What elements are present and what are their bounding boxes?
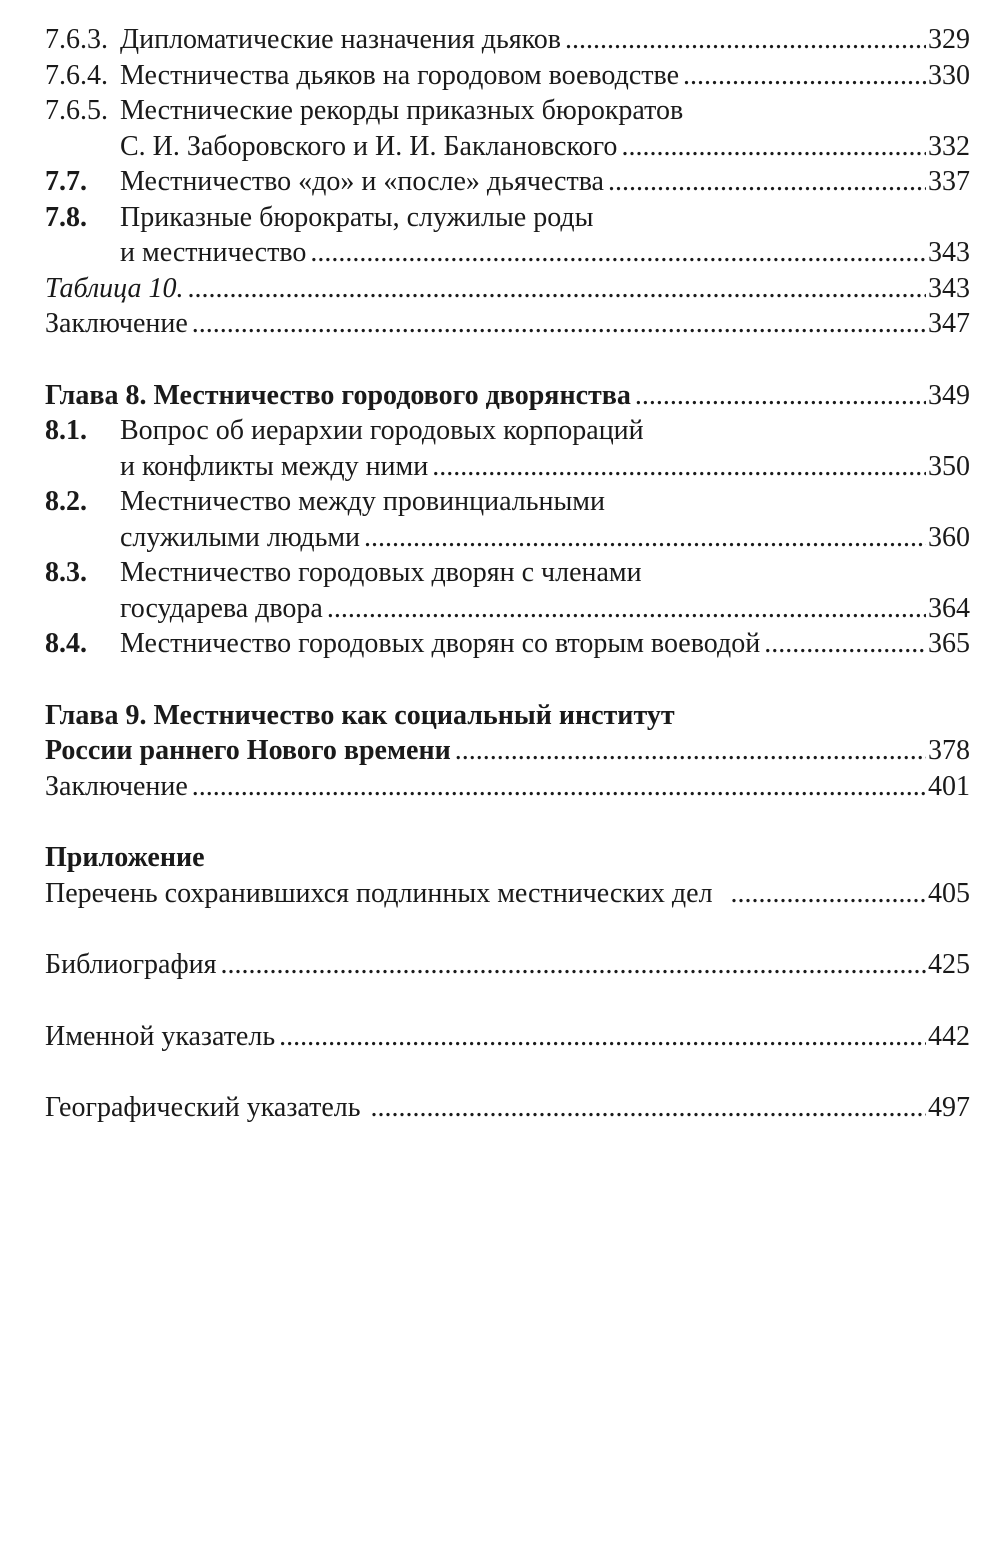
toc-entry-title: Приказные бюрократы, служилые роды bbox=[120, 201, 594, 233]
toc-page-number: 343 bbox=[928, 272, 970, 304]
toc-page-number: 329 bbox=[928, 24, 970, 55]
toc-page-number: 332 bbox=[928, 130, 970, 162]
toc-entry-title: Заключение bbox=[45, 308, 188, 339]
toc-chapter-title: Глава 9. Местничество как социальный институт bbox=[45, 699, 675, 731]
toc-page-number: 378 bbox=[928, 735, 970, 766]
toc-chapter-9-cont bbox=[45, 733, 970, 769]
dot-leader bbox=[310, 235, 926, 271]
toc-page-number: 425 bbox=[928, 949, 970, 980]
toc-entry-table-10 bbox=[45, 271, 970, 307]
toc-entry-title-cont: и конфликты между ними bbox=[120, 450, 429, 482]
toc-page-number: 343 bbox=[928, 237, 970, 268]
toc-entry-7-6-3 bbox=[45, 22, 970, 58]
toc-entry-8-1-cont bbox=[45, 449, 970, 485]
dot-leader bbox=[683, 58, 926, 94]
toc-entry-title: Таблица 10. bbox=[45, 272, 184, 304]
toc-entry-title-cont: служилыми людьми bbox=[120, 521, 361, 553]
toc-entry-title: Местничество между провинциальными bbox=[120, 486, 605, 517]
toc-page-number: 347 bbox=[928, 308, 970, 339]
toc-page-number: 401 bbox=[928, 770, 970, 802]
toc-entry-number: 8.3. bbox=[45, 557, 87, 588]
toc-page-number: 442 bbox=[928, 1020, 970, 1052]
toc-entry-7-6-5 bbox=[45, 93, 970, 129]
toc-entry-8-3 bbox=[45, 555, 970, 591]
toc-entry-title: Местничество городовых дворян со вторым воеводой bbox=[120, 628, 761, 659]
toc-entry-7-6-5-cont bbox=[45, 129, 970, 165]
toc-entry-title: Местничество городовых дворян с членами bbox=[120, 557, 642, 588]
dot-leader bbox=[279, 1019, 926, 1055]
dot-leader bbox=[635, 378, 926, 414]
toc-entry-geo-index bbox=[45, 1090, 970, 1126]
toc-entry-7-6-4 bbox=[45, 58, 970, 94]
dot-leader bbox=[364, 520, 926, 556]
toc-page-number: 360 bbox=[928, 521, 970, 553]
toc-entry-title: Заключение bbox=[45, 770, 188, 802]
toc-page-number: 350 bbox=[928, 450, 970, 482]
toc-section-heading: Приложение bbox=[45, 842, 205, 873]
dot-leader bbox=[371, 1090, 926, 1126]
toc-entry-7-7 bbox=[45, 164, 970, 200]
dot-leader bbox=[731, 876, 926, 912]
toc-page-number: 330 bbox=[928, 59, 970, 91]
toc-entry-number: 7.6.3. bbox=[45, 24, 108, 55]
toc-entry-title-cont: С. И. Заборовского и И. И. Баклановского bbox=[120, 130, 618, 162]
dot-leader bbox=[565, 22, 926, 58]
toc-entry-8-1 bbox=[45, 413, 970, 449]
toc-entry-number: 7.8. bbox=[45, 201, 87, 233]
toc-entry-title-cont: государева двора bbox=[120, 592, 323, 624]
toc-entry-number: 7.7. bbox=[45, 166, 87, 197]
toc-entry-title: Библиография bbox=[45, 949, 217, 980]
dot-leader bbox=[188, 271, 927, 307]
toc-entry-title: Вопрос об иерархии городовых корпораций bbox=[120, 415, 644, 446]
toc-entry-title: Перечень сохранившихся подлинных местнических дел bbox=[45, 877, 713, 909]
toc-entry-title: Местнические рекорды приказных бюрократов bbox=[120, 95, 684, 126]
toc-page-number: 497 bbox=[928, 1092, 970, 1123]
toc-entry-number: 8.4. bbox=[45, 628, 87, 659]
dot-leader bbox=[621, 129, 926, 165]
toc-entry-number: 8.1. bbox=[45, 415, 87, 446]
toc-entry-title: Географический указатель bbox=[45, 1092, 361, 1123]
toc-appendix-heading bbox=[45, 840, 970, 876]
dot-leader bbox=[608, 164, 926, 200]
dot-leader bbox=[192, 306, 926, 342]
toc-entry-7-8-cont bbox=[45, 235, 970, 271]
toc-entry-title-cont: и местничество bbox=[120, 237, 307, 268]
toc-chapter-8 bbox=[45, 378, 970, 414]
dot-leader bbox=[221, 947, 927, 983]
toc-entry-title: Местничества дьяков на городовом воеводстве bbox=[120, 59, 680, 91]
toc-entry-bibliography bbox=[45, 947, 970, 983]
toc-entry-8-2 bbox=[45, 484, 970, 520]
toc-entry-conclusion-7 bbox=[45, 306, 970, 342]
toc-page-number: 364 bbox=[928, 592, 970, 624]
toc-page-number: 365 bbox=[928, 628, 970, 659]
dot-leader bbox=[327, 591, 926, 627]
toc-entry-title: Именной указатель bbox=[45, 1020, 276, 1052]
toc-page-number: 337 bbox=[928, 166, 970, 197]
toc-entry-title: Местничество «до» и «после» дьячества bbox=[120, 166, 604, 197]
toc-chapter-title-cont: России раннего Нового времени bbox=[45, 735, 451, 766]
toc-page-number: 405 bbox=[928, 877, 970, 909]
dot-leader bbox=[192, 769, 926, 805]
table-of-contents bbox=[45, 22, 970, 1126]
toc-entry-8-4 bbox=[45, 626, 970, 662]
dot-leader bbox=[455, 733, 926, 769]
toc-entry-name-index bbox=[45, 1019, 970, 1055]
toc-entry-conclusion-9 bbox=[45, 769, 970, 805]
toc-entry-number: 7.6.5. bbox=[45, 95, 108, 126]
toc-entry-appendix bbox=[45, 876, 970, 912]
toc-entry-number: 8.2. bbox=[45, 486, 87, 517]
toc-chapter-9 bbox=[45, 698, 970, 734]
toc-entry-7-8 bbox=[45, 200, 970, 236]
toc-entry-8-2-cont bbox=[45, 520, 970, 556]
dot-leader bbox=[764, 626, 926, 662]
toc-page-number: 349 bbox=[928, 379, 970, 411]
toc-entry-number: 7.6.4. bbox=[45, 59, 108, 91]
dot-leader bbox=[432, 449, 926, 485]
toc-entry-8-3-cont bbox=[45, 591, 970, 627]
toc-entry-title: Дипломатические назначения дьяков bbox=[120, 24, 562, 55]
toc-chapter-title: Глава 8. Местничество городового дворянства bbox=[45, 379, 631, 411]
